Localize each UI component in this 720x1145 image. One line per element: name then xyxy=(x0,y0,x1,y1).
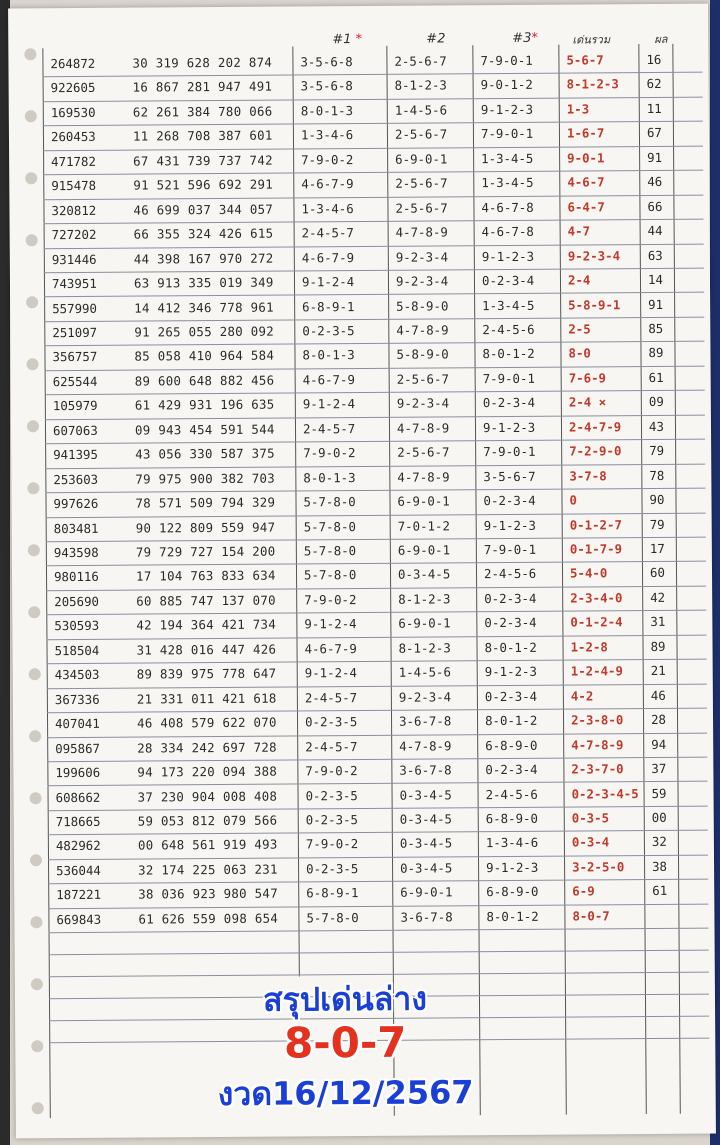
row-highlight: 2-4-7-9 xyxy=(568,418,622,435)
row-col2: 5-8-9-0 xyxy=(396,297,449,314)
row-highlight: 1-2-8 xyxy=(570,639,608,655)
row-result: 32 xyxy=(651,834,667,850)
row-col2: 0-3-4-5 xyxy=(400,860,453,876)
row-col1: 3-5-6-8 xyxy=(300,78,353,94)
row-col1: 6-8-9-1 xyxy=(306,885,359,901)
row-col1: 5-7-8-0 xyxy=(303,518,356,534)
row-highlight: 5-6-7 xyxy=(566,52,604,68)
binder-hole xyxy=(26,234,38,246)
row-col3: 1-3-4-5 xyxy=(481,150,534,166)
row-col3: 0-2-3-4 xyxy=(485,761,538,778)
row-col3: 4-6-7-8 xyxy=(481,223,534,240)
row-highlight: 5-8-9-1 xyxy=(568,296,621,313)
row-number: 320812 xyxy=(51,202,97,218)
row-result: 31 xyxy=(650,614,666,630)
binder-hole xyxy=(26,296,38,308)
row-col2: 8-1-2-3 xyxy=(398,640,451,656)
row-result: 00 xyxy=(651,809,667,825)
row-col1: 0-2-3-5 xyxy=(305,714,358,730)
row-number: 997626 xyxy=(53,495,99,512)
row-highlight: 2-5 xyxy=(568,321,591,337)
row-highlight: 9-0-1 xyxy=(567,150,605,166)
row-col3: 7-9-0-1 xyxy=(483,541,537,558)
row-col1: 4-6-7-9 xyxy=(302,371,355,388)
row-highlight: 6-9 xyxy=(572,883,595,899)
row-highlight: 8-0-7 xyxy=(572,908,610,924)
row-col1: 9-1-2-4 xyxy=(304,665,357,681)
row-result: 61 xyxy=(652,883,668,899)
row-result: 37 xyxy=(651,760,667,777)
row-col2: 4-7-8-9 xyxy=(396,322,449,338)
table-row xyxy=(48,903,708,933)
row-col2: 2-5-6-7 xyxy=(395,200,448,216)
row-col3: 9-1-2-3 xyxy=(482,419,536,435)
row-number: 187221 xyxy=(56,887,102,903)
row-digit-set: 16 867 281 947 491 xyxy=(132,79,273,96)
row-col1: 4-6-7-9 xyxy=(304,640,357,657)
row-col1: 3-5-6-8 xyxy=(300,54,353,70)
row-col3: 7-9-0-1 xyxy=(482,370,535,386)
row-col1: 0-2-3-5 xyxy=(302,322,355,339)
row-number: 931446 xyxy=(51,251,97,267)
row-digit-set: 62 261 384 780 066 xyxy=(132,103,273,120)
row-col3: 1-3-4-6 xyxy=(485,835,539,851)
row-result: 91 xyxy=(647,149,663,165)
row-result: 89 xyxy=(650,638,666,654)
row-col1: 7-9-0-2 xyxy=(305,836,359,852)
row-digit-set: 38 036 923 980 547 xyxy=(138,885,278,902)
row-col2: 6-9-0-1 xyxy=(400,884,453,901)
row-col1: 4-6-7-9 xyxy=(301,249,355,266)
row-highlight: 3-7-8 xyxy=(569,467,607,484)
row-highlight: 9-2-3-4 xyxy=(567,247,621,264)
row-col3: 8-0-1-2 xyxy=(482,346,535,362)
row-result: 09 xyxy=(648,394,664,410)
row-digit-set: 43 056 330 587 375 xyxy=(135,445,275,462)
binder-hole xyxy=(27,420,39,432)
row-digit-set: 85 058 410 964 584 xyxy=(134,347,275,364)
row-number: 557990 xyxy=(52,300,97,316)
binder-hole xyxy=(29,668,41,680)
row-digit-set: 66 355 324 426 615 xyxy=(133,225,274,242)
row-number: 608662 xyxy=(55,789,101,805)
row-digit-set: 61 626 559 098 654 xyxy=(138,910,279,927)
row-col2: 7-0-1-2 xyxy=(397,517,450,534)
row-number: 922605 xyxy=(50,80,96,96)
row-result: 16 xyxy=(646,51,662,68)
row-col1: 2-4-5-7 xyxy=(302,420,356,437)
row-col2: 2-5-6-7 xyxy=(394,53,447,69)
header-col4: เด่นรวม xyxy=(572,33,611,47)
row-result: 17 xyxy=(649,540,665,556)
row-col1: 2-4-5-7 xyxy=(301,225,354,241)
row-result: 67 xyxy=(646,125,662,141)
binder-hole xyxy=(29,730,41,742)
row-col2: 6-9-0-1 xyxy=(398,615,451,632)
row-digit-set: 28 334 242 697 728 xyxy=(137,739,277,756)
row-col3: 3-5-6-7 xyxy=(483,468,536,484)
row-highlight: 4-7-8-9 xyxy=(571,736,624,753)
row-digit-set: 42 194 364 421 734 xyxy=(136,616,277,633)
row-result: 62 xyxy=(646,76,662,92)
row-col2: 9-2-3-4 xyxy=(398,689,452,705)
row-col3: 9-1-2-3 xyxy=(481,248,535,264)
binder-hole xyxy=(28,544,40,556)
row-number: 803481 xyxy=(53,520,99,536)
row-highlight: 0-1-2-4 xyxy=(570,614,623,630)
row-highlight: 5-4-0 xyxy=(569,565,608,581)
row-number: 607063 xyxy=(52,422,98,438)
row-col3: 9-1-2-3 xyxy=(480,101,534,118)
row-col2: 4-7-8-9 xyxy=(399,737,452,754)
binder-hole xyxy=(28,606,40,618)
row-col1: 7-9-0-2 xyxy=(303,445,356,461)
row-col3: 7-9-0-1 xyxy=(480,126,534,142)
row-digit-set: 79 729 727 154 200 xyxy=(135,543,276,560)
binder-hole xyxy=(32,1102,44,1114)
row-highlight: 1-3 xyxy=(566,101,590,117)
row-highlight: 3-2-5-0 xyxy=(572,859,625,875)
row-result: 79 xyxy=(649,443,665,459)
row-result: 14 xyxy=(647,271,663,288)
row-number: 264872 xyxy=(50,55,96,72)
row-digit-set: 89 600 648 882 456 xyxy=(134,372,275,389)
header-col3: #3* xyxy=(512,30,539,46)
row-col1: 7-9-0-2 xyxy=(305,763,358,779)
row-digit-set: 31 428 016 447 426 xyxy=(136,641,277,658)
row-col1: 4-6-7-9 xyxy=(301,176,354,192)
summary-number: 8-0-7 xyxy=(283,1017,407,1068)
row-col2: 3-6-7-8 xyxy=(398,713,452,729)
row-col2: 9-2-3-4 xyxy=(395,248,449,265)
row-highlight: 0 xyxy=(569,492,578,508)
row-col3: 8-0-1-2 xyxy=(484,712,538,729)
row-result: 90 xyxy=(649,491,665,508)
row-col1: 5-7-8-0 xyxy=(303,543,357,559)
row-col1: 2-4-5-7 xyxy=(305,738,358,754)
row-number: 434503 xyxy=(54,667,100,683)
row-col2: 2-5-6-7 xyxy=(396,371,449,387)
row-highlight: 2-4 xyxy=(567,272,591,288)
binder-hole xyxy=(31,978,43,990)
binder-hole xyxy=(27,482,39,494)
binder-hole xyxy=(31,1040,43,1052)
row-result: 94 xyxy=(651,736,667,752)
row-col2: 5-8-9-0 xyxy=(396,346,449,363)
ruled-line xyxy=(49,950,709,956)
row-digit-set: 59 053 812 079 566 xyxy=(137,812,278,829)
row-col1: 6-8-9-1 xyxy=(302,298,355,314)
row-result: 38 xyxy=(652,858,668,874)
row-highlight: 1-2-4-9 xyxy=(570,663,623,679)
row-number: 669843 xyxy=(56,911,102,927)
row-col2: 4-7-8-9 xyxy=(397,469,450,485)
row-digit-set: 30 319 628 202 874 xyxy=(132,54,273,71)
row-digit-set: 09 943 454 591 544 xyxy=(134,421,275,438)
row-col1: 0-2-3-5 xyxy=(305,787,358,803)
binder-hole xyxy=(24,48,36,60)
row-result: 60 xyxy=(649,565,665,581)
row-col3: 6-8-9-0 xyxy=(485,810,539,827)
binder-hole xyxy=(25,172,37,184)
row-result: 28 xyxy=(650,712,667,728)
row-number: 980116 xyxy=(53,569,99,585)
row-col3: 9-1-2-3 xyxy=(484,664,537,680)
row-result: 11 xyxy=(646,100,662,116)
row-digit-set: 67 431 739 737 742 xyxy=(133,152,273,169)
row-col2: 6-9-0-1 xyxy=(397,542,451,558)
row-col3: 1-3-4-5 xyxy=(482,297,535,313)
row-col1: 5-7-8-0 xyxy=(303,494,356,510)
row-col2: 8-1-2-3 xyxy=(394,77,447,94)
row-col2: 0-3-4-5 xyxy=(397,566,451,583)
row-col3: 4-6-7-8 xyxy=(481,199,534,215)
row-highlight: 6-4-7 xyxy=(567,198,605,215)
row-highlight: 4-2 xyxy=(570,688,594,704)
row-col2: 0-3-4-5 xyxy=(399,835,453,852)
row-highlight: 2-3-4-0 xyxy=(570,590,623,606)
row-col3: 9-0-1-2 xyxy=(480,77,533,93)
row-digit-set: 44 398 167 970 272 xyxy=(133,250,274,267)
row-number: 169530 xyxy=(50,104,96,121)
row-col1: 0-2-3-5 xyxy=(306,860,359,877)
row-col3: 9-1-2-3 xyxy=(486,859,539,875)
row-result: 44 xyxy=(647,223,663,239)
ledger-paper xyxy=(8,4,716,1139)
row-digit-set: 90 122 809 559 947 xyxy=(135,519,276,536)
row-col1: 5-7-8-0 xyxy=(303,567,357,583)
row-result: 21 xyxy=(650,663,666,679)
row-digit-set: 89 839 975 778 647 xyxy=(136,665,277,682)
row-digit-set: 91 521 596 692 291 xyxy=(133,176,274,193)
row-result: 91 xyxy=(648,296,664,312)
row-col1: 9-1-2-4 xyxy=(304,616,357,632)
row-number: 471782 xyxy=(51,153,96,169)
binder-hole xyxy=(30,854,42,866)
row-digit-set: 91 265 055 280 092 xyxy=(134,323,275,340)
row-digit-set: 00 648 561 919 493 xyxy=(137,836,278,853)
row-col2: 0-3-4-5 xyxy=(399,811,453,827)
row-col3: 0-2-3-4 xyxy=(483,492,536,509)
binder-hole xyxy=(27,358,39,370)
binder-hole xyxy=(30,792,42,804)
row-number: 251097 xyxy=(52,324,98,341)
row-highlight: 2-3-8-0 xyxy=(570,712,624,728)
row-digit-set: 79 975 900 382 703 xyxy=(135,470,276,487)
row-col1: 0-2-3-5 xyxy=(305,811,359,828)
row-digit-set: 37 230 904 008 408 xyxy=(137,788,278,805)
row-number: 367336 xyxy=(54,691,100,707)
row-number: 743951 xyxy=(51,275,97,292)
row-col2: 1-4-5-6 xyxy=(398,664,451,680)
header-col1: #1 * xyxy=(332,31,363,48)
row-col2: 2-5-6-7 xyxy=(395,175,448,192)
row-result: 42 xyxy=(650,589,666,605)
row-col1: 7-9-0-2 xyxy=(301,151,354,168)
row-col2: 3-6-7-8 xyxy=(400,909,453,925)
row-col3: 0-2-3-4 xyxy=(484,688,538,704)
row-col3: 6-8-9-0 xyxy=(485,737,538,753)
row-number: 356757 xyxy=(52,349,98,365)
row-col3: 9-1-2-3 xyxy=(483,517,536,533)
row-number: 482962 xyxy=(55,838,101,854)
row-number: 518504 xyxy=(54,642,100,658)
row-col3: 7-9-0-1 xyxy=(480,52,533,69)
row-number: 941395 xyxy=(53,447,98,463)
header-col5: ผล xyxy=(654,32,668,46)
ledger-table xyxy=(42,30,710,1125)
row-col2: 6-9-0-1 xyxy=(395,151,448,167)
row-digit-set: 61 429 931 196 635 xyxy=(134,396,275,413)
row-number: 915478 xyxy=(51,178,97,194)
row-result: 63 xyxy=(647,247,663,263)
row-digit-set: 94 173 220 094 388 xyxy=(137,763,278,780)
row-number: 253603 xyxy=(53,471,99,487)
binder-hole xyxy=(30,916,42,928)
summary-date: งวด16/12/2567 xyxy=(217,1073,474,1114)
row-digit-set: 46 699 037 344 057 xyxy=(133,201,274,218)
row-number: 625544 xyxy=(52,373,98,389)
row-number: 260453 xyxy=(50,129,96,145)
row-col2: 2-5-6-7 xyxy=(397,444,450,460)
row-result: 61 xyxy=(648,369,664,385)
row-digit-set: 78 571 509 794 329 xyxy=(135,494,276,511)
row-col3: 2-4-5-6 xyxy=(482,321,535,338)
row-digit-set: 32 174 225 063 231 xyxy=(138,861,278,878)
row-result: 46 xyxy=(650,687,666,703)
row-col2: 9-2-3-4 xyxy=(396,395,450,412)
row-col2: 6-9-0-1 xyxy=(397,493,450,509)
row-result: 79 xyxy=(649,516,665,532)
row-col3: 0-2-3-4 xyxy=(481,272,535,289)
row-highlight: 0-2-3-4-5 xyxy=(571,785,639,802)
header-col2: #2 xyxy=(426,31,446,47)
row-col3: 8-0-1-2 xyxy=(486,908,539,924)
row-digit-set: 14 412 346 778 961 xyxy=(134,299,274,316)
row-col3: 0-2-3-4 xyxy=(484,590,537,607)
row-col3: 7-9-0-1 xyxy=(483,443,536,460)
row-col1: 8-0-1-3 xyxy=(303,469,356,486)
row-col2: 4-7-8-9 xyxy=(395,224,448,240)
row-result: 59 xyxy=(651,785,667,801)
row-number: 718665 xyxy=(55,813,101,830)
row-col1: 7-9-0-2 xyxy=(304,591,357,608)
row-highlight: 0-3-5 xyxy=(571,810,610,826)
row-digit-set: 17 104 763 833 634 xyxy=(135,568,276,585)
row-col3: 2-4-5-6 xyxy=(483,566,537,582)
row-result: 85 xyxy=(648,320,664,336)
row-col2: 3-6-7-8 xyxy=(399,762,452,778)
row-digit-set: 60 885 747 137 070 xyxy=(136,592,276,609)
row-number: 530593 xyxy=(54,618,100,634)
row-highlight: 8-1-2-3 xyxy=(566,76,619,92)
row-highlight: 7-2-9-0 xyxy=(569,443,622,459)
row-highlight: 0-1-7-9 xyxy=(569,541,623,557)
binder-hole xyxy=(25,110,37,122)
row-highlight: 2-3-7-0 xyxy=(571,761,624,777)
row-result: 43 xyxy=(648,418,664,434)
row-col1: 8-0-1-3 xyxy=(302,347,355,363)
row-col2: 4-7-8-9 xyxy=(396,420,450,436)
row-highlight: 0-1-2-7 xyxy=(569,516,622,533)
row-col3: 0-2-3-4 xyxy=(484,615,537,631)
row-highlight: 4-6-7 xyxy=(567,174,605,190)
row-number: 095867 xyxy=(55,740,101,756)
row-col2: 1-4-5-6 xyxy=(394,102,448,118)
row-col2: 9-2-3-4 xyxy=(395,273,449,289)
row-col1: 2-4-5-7 xyxy=(304,689,358,706)
row-col3: 2-4-5-6 xyxy=(485,786,538,802)
row-number: 105979 xyxy=(52,398,98,414)
row-col2: 8-1-2-3 xyxy=(398,591,451,607)
row-result: 89 xyxy=(648,345,664,361)
row-number: 199606 xyxy=(55,764,101,781)
row-col2: 0-3-4-5 xyxy=(399,786,452,803)
row-number: 727202 xyxy=(51,226,97,243)
row-number: 943598 xyxy=(53,544,99,561)
row-highlight: 1-6-7 xyxy=(566,125,605,141)
row-result: 46 xyxy=(647,174,663,190)
row-col3: 6-8-9-0 xyxy=(486,884,539,900)
row-highlight: 2-4 × xyxy=(568,394,607,410)
row-number: 536044 xyxy=(56,862,101,878)
row-col1: 1-3-4-6 xyxy=(301,200,354,217)
row-highlight: 8-0 xyxy=(568,345,591,361)
row-col1: 5-7-8-0 xyxy=(306,909,359,926)
row-col1: 8-0-1-3 xyxy=(300,102,354,119)
row-col2: 2-5-6-7 xyxy=(394,126,448,143)
row-highlight: 0-3-4 xyxy=(571,834,610,850)
row-digit-set: 21 331 011 421 618 xyxy=(136,690,277,707)
row-col3: 8-0-1-2 xyxy=(484,639,537,655)
row-result: 66 xyxy=(647,198,663,214)
row-col1: 9-1-2-4 xyxy=(302,396,356,412)
row-highlight: 7-6-9 xyxy=(568,370,607,386)
row-col1: 9-1-2-4 xyxy=(301,274,355,290)
row-number: 205690 xyxy=(54,593,100,610)
row-digit-set: 63 913 335 019 349 xyxy=(133,274,274,291)
row-col3: 0-2-3-4 xyxy=(482,395,536,411)
row-col1: 1-3-4-6 xyxy=(300,127,354,143)
row-digit-set: 11 268 708 387 601 xyxy=(132,127,273,144)
row-highlight: 4-7 xyxy=(567,223,591,239)
row-digit-set: 46 408 579 622 070 xyxy=(137,714,277,731)
row-col3: 1-3-4-5 xyxy=(481,175,534,191)
row-number: 407041 xyxy=(55,715,100,732)
row-result: 78 xyxy=(649,467,665,483)
summary-title: สรุปเด่นล่าง xyxy=(262,979,428,1019)
